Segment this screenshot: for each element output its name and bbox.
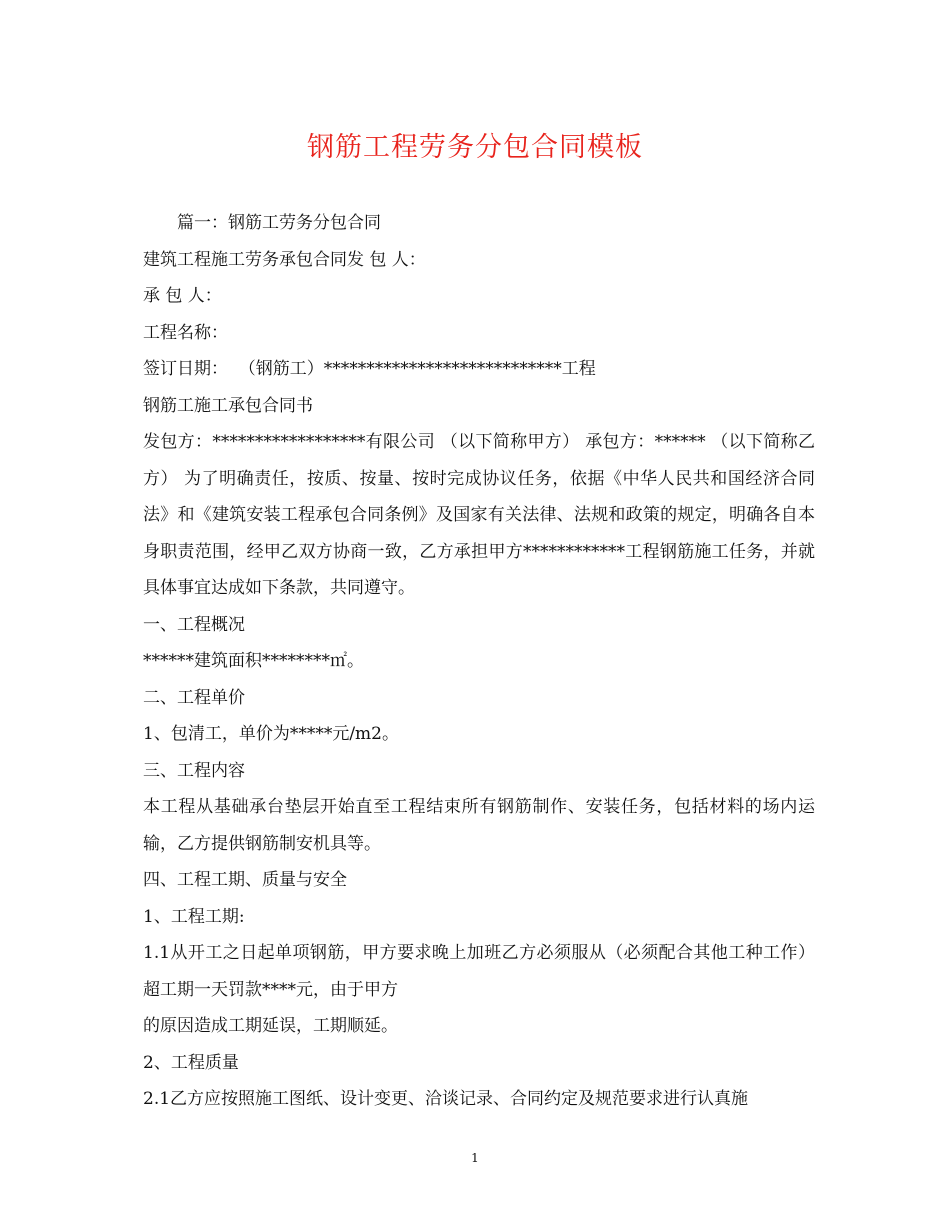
signing-date-line: 签订日期： （钢筋工）****************************工程 bbox=[143, 359, 596, 379]
section-heading-schedule-quality-safety: 四、工程工期、质量与安全 bbox=[143, 870, 347, 890]
page-number: 1 bbox=[471, 1151, 479, 1165]
content-paragraph: 本工程从基础承台垫层开始直至工程结束所有钢筋制作、安装任务，包括材料的场内运输，乙方提供钢筋制安机具等。 bbox=[143, 797, 815, 854]
contractor-line: 承 包 人： bbox=[143, 286, 222, 306]
contract-subtitle: 钢筋工施工承包合同书 bbox=[143, 395, 313, 416]
document-body bbox=[143, 205, 815, 1118]
section-heading-unit-price: 二、工程单价 bbox=[143, 687, 245, 708]
schedule-clause-1-1: 1.1从开工之日起单项钢筋，甲方要求晚上加班乙方必须服从（必须配合其他工种工作）超工期一天罚款****元，由于甲方 bbox=[143, 943, 815, 1000]
subheading-schedule: 1、工程工期: bbox=[143, 906, 245, 927]
parties-paragraph: 发包方：******************有限公司 （以下简称甲方） 承包方：****** （以下简称乙方） 为了明确责任，按质、按量、按时完成协议任务，依据《中华人民共和国经济合同法》和《建筑安装工程承包合同条例》及国家有关法律、法规和政策的规定，明确各自本身职责范围，经甲乙双方协商一致，乙方承担甲方************工程钢筋施工任务，并就具体事宜达成如下条款，共同遵守。 bbox=[143, 432, 815, 598]
section-heading-part-one: 篇一：钢筋工劳务分包合同 bbox=[177, 213, 381, 233]
contract-employer-line: 建筑工程施工劳务承包合同发 包 人： bbox=[143, 249, 426, 270]
quality-clause-2-1: 2.1乙方应按照施工图纸、设计变更、洽谈记录、合同约定及规范要求进行认真施 bbox=[143, 1089, 749, 1109]
subheading-quality: 2、工程质量 bbox=[143, 1052, 239, 1073]
section-heading-overview: 一、工程概况 bbox=[143, 614, 245, 635]
schedule-clause-continuation: 的原因造成工期延误，工期顺延。 bbox=[143, 1016, 398, 1036]
document-title: 钢筋工程劳务分包合同模板 bbox=[307, 132, 643, 163]
section-heading-content: 三、工程内容 bbox=[143, 760, 245, 781]
unit-price-line: 1、包清工，单价为*****元/m2。 bbox=[143, 724, 399, 744]
overview-area-line: ******建筑面积********㎡。 bbox=[143, 651, 364, 671]
project-name-line: 工程名称： bbox=[143, 322, 228, 343]
